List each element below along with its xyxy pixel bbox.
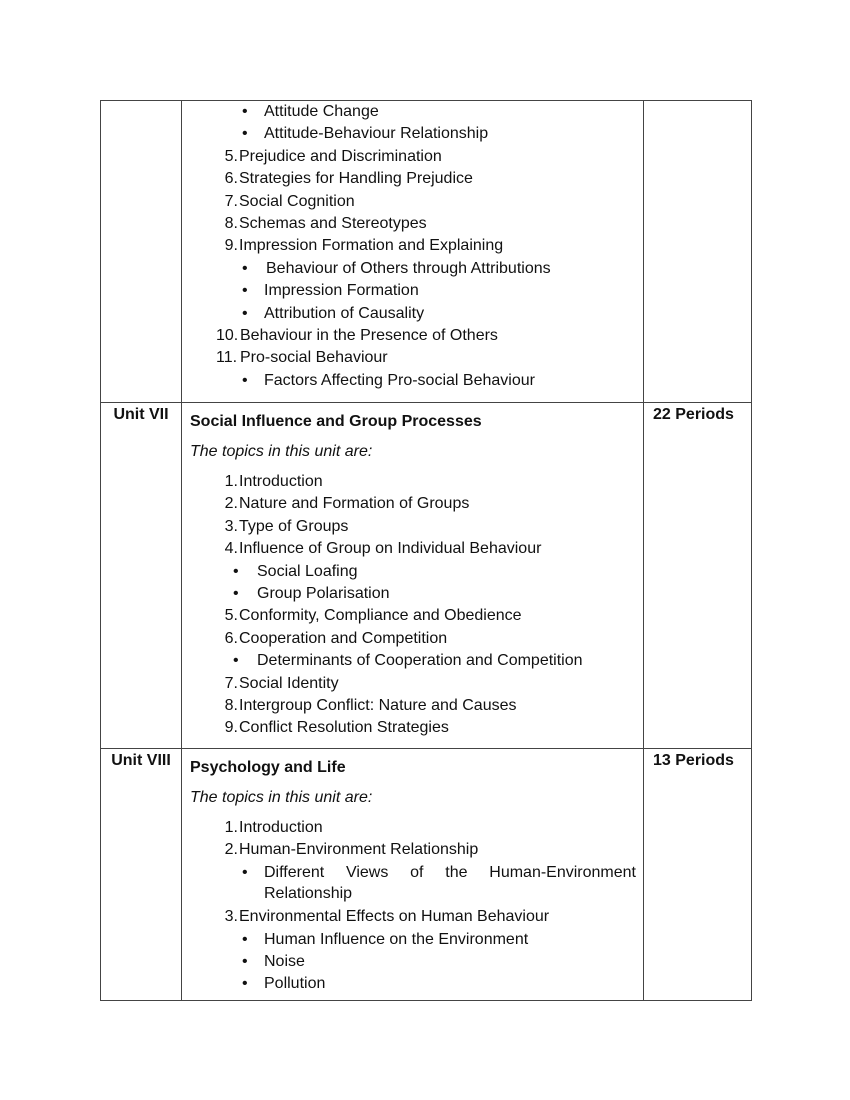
item-number: 1. (224, 819, 238, 836)
periods-cell (644, 101, 752, 403)
unit-row-vii (101, 403, 752, 749)
item-number: 11. (216, 349, 238, 367)
unit-intro: The topics in this unit are: (190, 789, 373, 806)
item-number: 8. (224, 215, 238, 233)
bullet-icon: • (242, 103, 248, 120)
numbered-item: 8. Intergroup Conflict: Nature and Causes (190, 695, 636, 717)
continuation-row (101, 101, 752, 403)
bullet-item: • Behaviour of Others through Attributions (190, 258, 636, 280)
unit-title: Social Influence and Group Processes (190, 413, 482, 430)
bullet-item: • Human Influence on the Environment (190, 929, 636, 951)
numbered-item: 6. Cooperation and Competition (190, 628, 636, 650)
numbered-item: 9. Impression Formation and Explaining (190, 235, 636, 257)
bullet-item: • Factors Affecting Pro-social Behaviour (190, 370, 636, 392)
numbered-item: 8. Schemas and Stereotypes (190, 213, 636, 235)
topics-cell (182, 403, 644, 749)
numbered-item: 7. Social Identity (190, 673, 636, 695)
bullet-icon: • (242, 259, 248, 277)
bullet-item: • Attitude-Behaviour Relationship (190, 123, 636, 145)
bullet-item: • Social Loafing (190, 561, 636, 583)
numbered-item: 1. Introduction (190, 471, 636, 493)
bullet-icon: • (233, 652, 239, 670)
bullet-icon: • (233, 585, 239, 603)
bullet-icon: • (242, 371, 248, 389)
bullet-icon: • (242, 282, 248, 300)
item-number: 1. (224, 473, 238, 490)
bullet-item: • Pollution (190, 973, 636, 995)
bullet-icon: • (242, 930, 248, 948)
numbered-item: 1. Introduction (190, 817, 636, 839)
bullet-item: • Attribution of Causality (190, 303, 636, 325)
periods-value: 13 Periods (644, 749, 752, 1001)
bullet-item: • Noise (190, 951, 636, 973)
bullet-item: • Different Views of the Human-Environment Relationship (242, 863, 636, 903)
bullet-icon: • (242, 953, 248, 971)
bullet-icon: • (242, 304, 248, 322)
unit-label: Unit VIII (101, 749, 182, 1001)
bullet-item: • Attitude Change (190, 101, 636, 123)
unit-row-viii (101, 749, 752, 1001)
bullet-item: • Impression Formation (190, 280, 636, 302)
item-number: 9. (224, 719, 238, 737)
unit-label: Unit VII (101, 403, 182, 749)
unit-title: Psychology and Life (190, 759, 346, 776)
numbered-item: 11. Pro-social Behaviour (190, 347, 636, 369)
numbered-item: 3. Type of Groups (190, 516, 636, 538)
bullet-icon: • (242, 975, 248, 993)
topics-cell (182, 101, 644, 403)
item-number: 7. (224, 674, 238, 692)
bullet-icon: • (233, 562, 239, 580)
item-number: 5. (224, 147, 238, 165)
bullet-icon: • (242, 863, 248, 881)
periods-value: 22 Periods (644, 403, 752, 749)
item-number: 6. (224, 629, 238, 647)
item-number: 3. (224, 517, 238, 535)
numbered-item: 4. Influence of Group on Individual Behaviour (190, 538, 636, 560)
item-number: 7. (224, 192, 238, 210)
bullet-icon: • (242, 125, 248, 143)
unit-intro: The topics in this unit are: (190, 443, 373, 460)
numbered-item: 5. Conformity, Compliance and Obedience (190, 605, 636, 627)
bullet-item: • Group Polarisation (190, 583, 636, 605)
unit-label-cell (101, 101, 182, 403)
numbered-item: 3. Environmental Effects on Human Behaviour (190, 906, 636, 928)
item-number: 3. (224, 908, 238, 926)
numbered-item: 10. Behaviour in the Presence of Others (190, 325, 636, 347)
item-number: 6. (224, 170, 238, 188)
numbered-item: 7. Social Cognition (190, 191, 636, 213)
item-number: 8. (224, 697, 238, 715)
bullet-item: • Determinants of Cooperation and Competition (190, 650, 636, 672)
item-number: 5. (224, 607, 238, 625)
item-number: 10. (216, 327, 239, 345)
item-number: 2. (224, 841, 238, 859)
numbered-item: 6. Strategies for Handling Prejudice (190, 168, 636, 190)
item-number: 2. (224, 495, 238, 513)
numbered-item: 9. Conflict Resolution Strategies (190, 717, 636, 739)
topics-cell (182, 749, 644, 1001)
item-number: 9. (224, 237, 238, 255)
item-number: 4. (224, 540, 238, 558)
numbered-item: 2. Human-Environment Relationship (190, 839, 636, 861)
numbered-item: 2. Nature and Formation of Groups (190, 493, 636, 515)
numbered-item: 5. Prejudice and Discrimination (190, 146, 636, 168)
syllabus-table (100, 100, 752, 1001)
